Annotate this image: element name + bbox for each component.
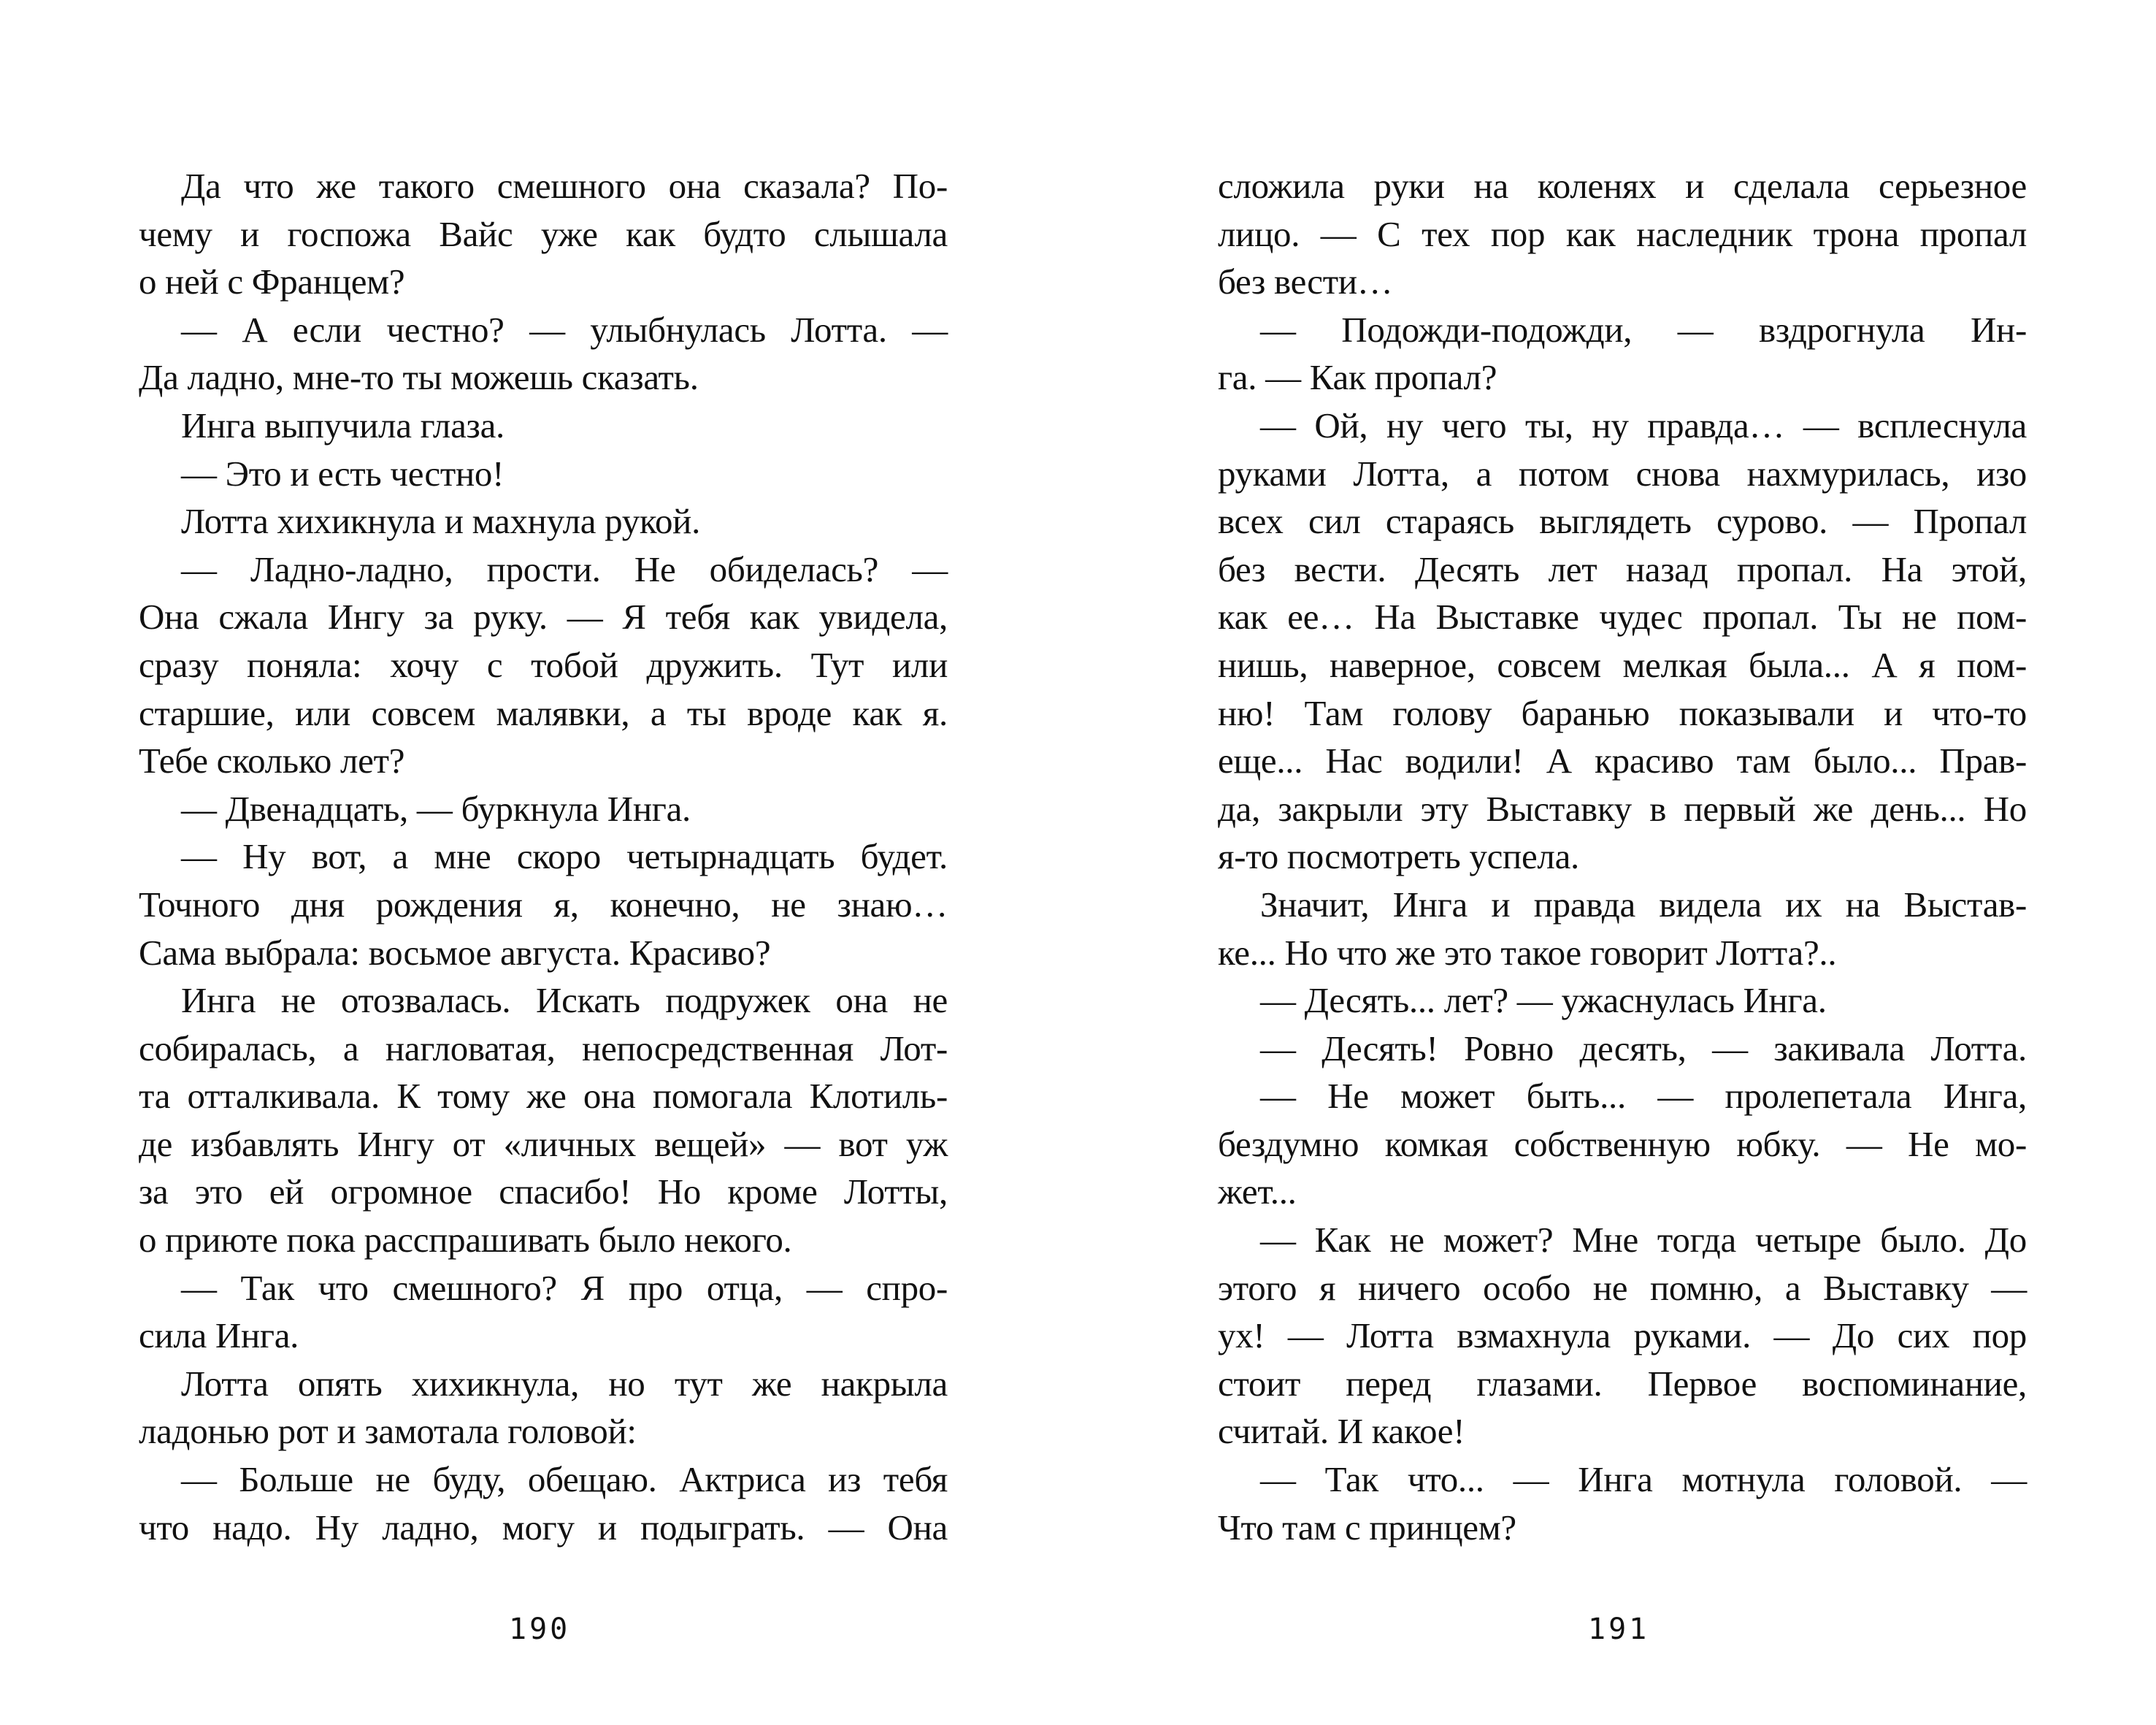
text-line: я-то посмотреть успела. [1218,836,1579,877]
text-line: Тебе сколько лет? [139,741,405,781]
text-line: сила Инга. [139,1315,299,1356]
text-line: — Это и есть честно! [181,453,505,494]
text-line: Инга не отозвалась. Искать подружек она не [181,980,948,1021]
text-line: Лотта опять хихикнула, но тут же накрыла [181,1363,948,1404]
text-line: — А если честно? — улыбнулась Лотта. — [181,309,948,350]
text-line: руками Лотта, а потом снова нахмурилась, изо [1218,453,2027,494]
text-line: бездумно комкая собственную юбку. — Не мо- [1218,1123,2027,1164]
text-line: нишь, наверное, совсем мелкая была... А я пом- [1218,644,2027,685]
text-line: — Десять... лет? — ужаснулась Инга. [1260,980,1827,1021]
text-line: Инга выпучила глаза. [181,405,505,445]
text-line: ке... Но что же это такое говорит Лотта?.. [1218,932,1837,973]
left-page-text [139,162,948,1551]
text-line: всех сил стараясь выглядеть сурово. — Пропал [1218,501,2027,542]
text-line: — Подожди-подожди, — вздрогнула Ин- [1260,309,2027,350]
text-line: о приюте пока расспрашивать было некого. [139,1220,792,1261]
text-line: без вести. Десять лет назад пропал. На этой, [1218,548,2027,589]
text-line: Она сжала Ингу за руку. — Я тебя как увидела, [139,597,948,638]
text-line: лицо. — С тех пор как наследник трона пропал [1218,213,2027,254]
text-line: Точного дня рождения я, конечно, не знаю… [139,884,948,925]
right-page-number: 191 [1588,1613,1650,1646]
text-line: считай. И какое! [1218,1411,1465,1452]
text-line: этого я ничего особо не помню, а Выставку — [1218,1267,2027,1308]
text-line: Значит, Инга и правда видела их на Выстав- [1260,884,2027,925]
text-line: да, закрыли эту Выставку в первый же день... Но [1218,788,2027,829]
text-line: собиралась, а нагловатая, непосредственная Лот- [139,1028,948,1068]
text-line: сложила руки на коленях и сделала серьезное [1218,166,2027,206]
text-line: еще... Нас водили! А красиво там было... Прав- [1218,741,2027,781]
text-line: Лотта хихикнула и махнула рукой. [181,501,701,542]
text-line: жет... [1218,1171,1297,1212]
text-line: Что там с принцем? [1218,1507,1516,1548]
text-line: — Ладно-ладно, прости. Не обиделась? — [181,548,948,589]
text-line: Сама выбрала: восьмое августа. Красиво? [139,932,771,973]
text-line: как ее… На Выставке чудес пропал. Ты не пом- [1218,597,2027,638]
text-line: Да что же такого смешного она сказала? По- [181,166,948,206]
text-line: ух! — Лотта взмахнула руками. — До сих пор [1218,1315,2027,1356]
text-line: чему и госпожа Вайс уже как будто слышала [139,213,948,254]
text-line: ню! Там голову баранью показывали и что-то [1218,692,2027,733]
text-line: старшие, или совсем малявки, а ты вроде как я. [139,692,948,733]
text-line: де избавлять Ингу от «личных вещей» — вот уж [139,1123,948,1164]
text-line: — Так что... — Инга мотнула головой. — [1260,1459,2027,1500]
text-line: — Больше не буду, обещаю. Актриса из тебя [181,1459,948,1500]
text-line: — Ну вот, а мне скоро четырнадцать будет. [181,836,948,877]
text-line: — Не может быть... — пролепетала Инга, [1260,1076,2027,1117]
text-line: стоит перед глазами. Первое воспоминание, [1218,1363,2027,1404]
text-line: сразу поняла: хочу с тобой дружить. Тут или [139,644,948,685]
text-line: — Десять! Ровно десять, — закивала Лотта. [1260,1028,2027,1068]
text-line: что надо. Ну ладно, могу и подыграть. — Она [139,1507,948,1548]
text-line: — Так что смешного? Я про отца, — спро- [181,1267,948,1308]
text-line: без вести… [1218,261,1393,302]
text-line: — Двенадцать, — буркнула Инга. [181,788,691,829]
text-line: — Как не может? Мне тогда четыре было. До [1260,1220,2027,1261]
text-line: Да ладно, мне-то ты можешь сказать. [139,357,699,398]
right-page-text [1218,162,2027,1551]
text-line: ладонью рот и замотала головой: [139,1411,637,1452]
text-line: га. — Как пропал? [1218,357,1497,398]
text-line: за это ей огромное спасибо! Но кроме Лотты, [139,1171,948,1212]
text-line: та отталкивала. К тому же она помогала Клотиль- [139,1076,948,1117]
text-line: о ней с Францем? [139,261,405,302]
text-line: — Ой, ну чего ты, ну правда… — всплеснула [1260,405,2027,445]
left-page-number: 190 [509,1613,571,1646]
